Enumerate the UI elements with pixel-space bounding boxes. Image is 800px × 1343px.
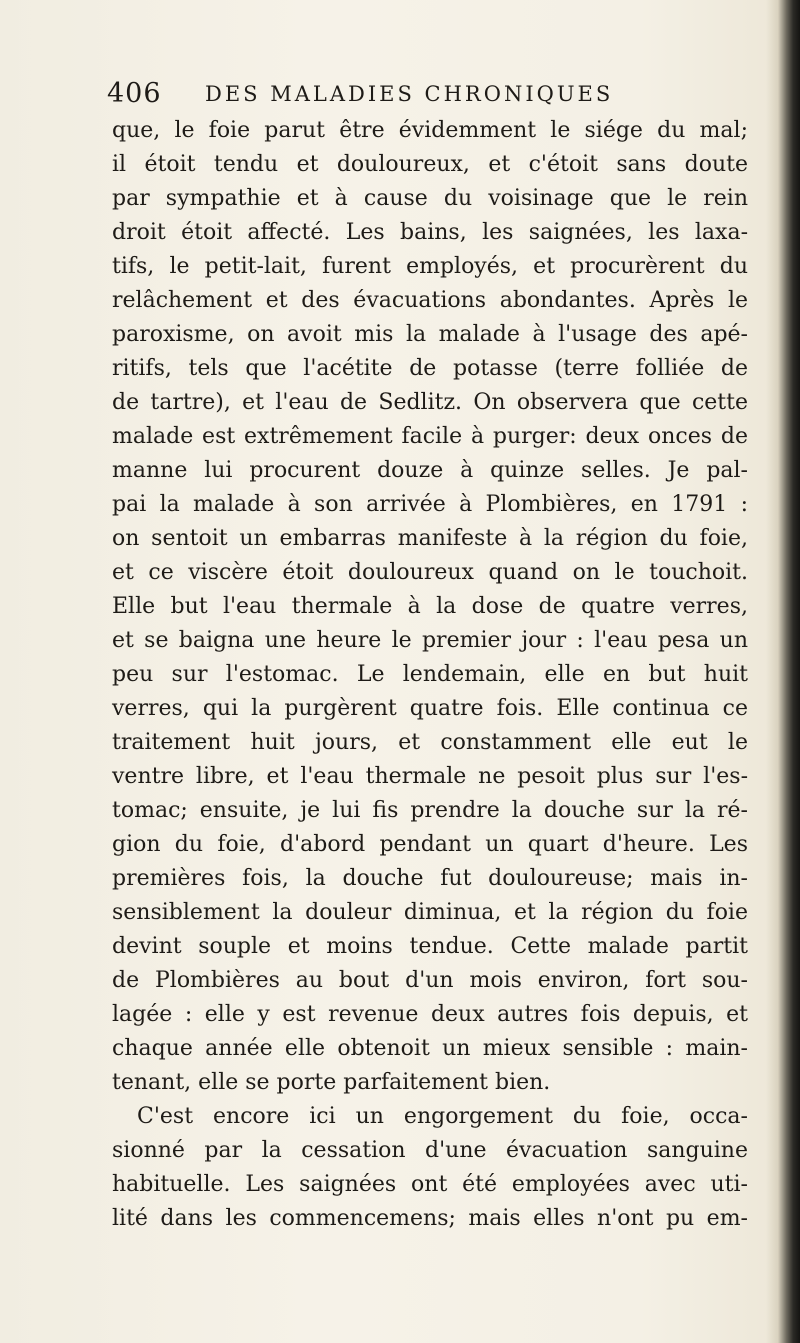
- text-line: traitement huit jours, et constamment elle eut le: [112, 730, 748, 755]
- text-line: droit étoit affecté. Les bains, les saignées, les laxa-: [112, 220, 748, 245]
- text-line: ritifs, tels que l'acétite de potasse (terre folliée de: [112, 356, 748, 381]
- text-line: verres, qui la purgèrent quatre fois. Elle continua ce: [112, 696, 748, 721]
- text-line: lagée : elle y est revenue deux autres fois depuis, et: [112, 1002, 748, 1027]
- text-line: Elle but l'eau thermale à la dose de quatre verres,: [112, 594, 748, 619]
- text-line: manne lui procurent douze à quinze selles. Je pal-: [112, 458, 748, 483]
- text-line: peu sur l'estomac. Le lendemain, elle en but huit: [112, 662, 748, 687]
- text-line: ventre libre, et l'eau thermale ne pesoit plus sur l'es-: [112, 764, 748, 789]
- text-line: et se baigna une heure le premier jour : l'eau pesa un: [112, 628, 748, 653]
- text-line: sensiblement la douleur diminua, et la région du foie: [112, 900, 748, 925]
- text-line: tifs, le petit-lait, furent employés, et procurèrent du: [112, 254, 748, 279]
- text-line: pai la malade à son arrivée à Plombières, en 1791 :: [112, 492, 748, 517]
- text-line: devint souple et moins tendue. Cette malade partit: [112, 934, 748, 959]
- page-header: [107, 78, 747, 114]
- text-line: gion du foie, d'abord pendant un quart d'heure. Les: [112, 832, 748, 857]
- page-number: 406: [107, 78, 162, 109]
- text-line: relâchement et des évacuations abondantes. Après le: [112, 288, 748, 313]
- text-line: chaque année elle obtenoit un mieux sensible : main-: [112, 1036, 748, 1061]
- running-head: DES MALADIES CHRONIQUES: [205, 82, 614, 106]
- text-line: de tartre), et l'eau de Sedlitz. On observera que cette: [112, 390, 748, 415]
- text-line: sionné par la cessation d'une évacuation sanguine: [112, 1138, 748, 1163]
- text-line: de Plombières au bout d'un mois environ, fort sou-: [112, 968, 748, 993]
- text-line: on sentoit un embarras manifeste à la région du foie,: [112, 526, 748, 551]
- text-line: que, le foie parut être évidemment le siége du mal;: [112, 118, 748, 143]
- page-binding-edge: [766, 0, 800, 1343]
- text-line: tomac; ensuite, je lui fis prendre la douche sur la ré-: [112, 798, 748, 823]
- text-line: par sympathie et à cause du voisinage que le rein: [112, 186, 748, 211]
- text-line: et ce viscère étoit douloureux quand on le touchoit.: [112, 560, 748, 585]
- text-line paragraph-end: tenant, elle se porte parfaitement bien.: [112, 1070, 551, 1095]
- text-line: il étoit tendu et douloureux, et c'étoit sans doute: [112, 152, 748, 177]
- text-line: habituelle. Les saignées ont été employées avec uti-: [112, 1172, 748, 1197]
- text-line: lité dans les commencemens; mais elles n'ont pu em-: [112, 1206, 748, 1231]
- text-line: premières fois, la douche fut douloureuse; mais in-: [112, 866, 748, 891]
- body-text: [112, 114, 748, 1236]
- text-line: malade est extrêmement facile à purger: deux onces de: [112, 424, 748, 449]
- text-line paragraph-start: C'est encore ici un engorgement du foie, occa-: [137, 1104, 748, 1129]
- text-line: paroxisme, on avoit mis la malade à l'usage des apé-: [112, 322, 748, 347]
